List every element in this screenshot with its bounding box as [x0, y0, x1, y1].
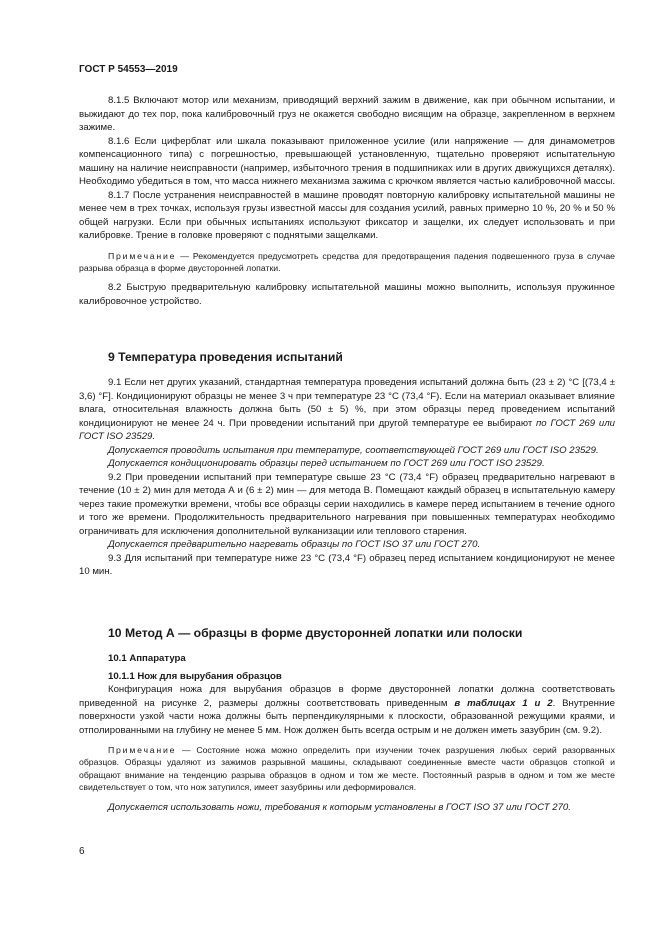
paragraph-10-1-1 [79, 683, 615, 737]
subsection-10-1-heading: 10.1 Аппаратура [108, 653, 186, 664]
note-10-1-1 [79, 744, 615, 794]
note-label: Примечание [108, 745, 177, 755]
paragraph-10-1-1-text-b: . Внутренние поверхности узкой части ножа должны быть перпендикулярными к плоскости, образованной режущими краями, и отполированными на глубину не менее 5 мм. Нож должен быть всегда острым и не должен иметь зазубрин (см. 9.2). [79, 697, 615, 736]
paragraph-8-1-6: 8.1.6 Если циферблат или шкала показывают приложенное усилие (или напряжение — для динамометров компенсационного типа) с погрешностью, превышающей установленную, тщательно проверяют испытательную машину на наличие неисправности (например, избыточного трения в подшипниках или в других движущихся деталях). Необходимо убедиться в том, что масса нижнего механизма зажима с крючком является частью калибровочной массы. [79, 135, 616, 187]
subsection-10-1-1-heading: 10.1.1 Нож для вырубания образцов [108, 671, 282, 682]
paragraph-9-1-text: 9.1 Если нет других указаний, стандартная температура проведения испытаний должна быть (23 ± 2) °С [(73,4 ± 3,6) °F]. Кондиционируют образцы не менее 3 ч при температуре 23 °С (73,4 °F). Если на материал оказывает влияние влага, относительная влажность должна быть (50 ± 5) %, при этом образцы перед проведением испытаний кондиционируют не менее 24 ч. При проведении испытаний при другой температуре ее выбирают [79, 377, 615, 429]
allowance-9-2: Допускается предварительно нагревать образцы по ГОСТ ISO 37 или ГОСТ 270. [108, 539, 481, 550]
table-reference: в таблицах 1 и 2 [454, 697, 553, 709]
paragraph-8-2: 8.2 Быструю предварительную калибровку испытательной машины можно выполнить, используя пружинное калибровочное устройство. [79, 282, 615, 307]
paragraph-9-1-reference: по ГОСТ 269 или ГОСТ ISO 23529. [79, 417, 615, 442]
paragraph-8-1-7: 8.1.7 После устранения неисправностей в машине проводят повторную калибровку испытательной машины не менее чем в трех точках, используя грузы известной массы для создания усилий, равных примерно 10 %, 20 % и 50 % общей нагрузки. Если при обычных испытаниях используют фиксатор и защелки, их следует использовать и при калибровке. Трение в головке проверяют с поднятыми защелками. [79, 189, 615, 241]
section-10 [79, 626, 615, 814]
section-8-continued [79, 94, 615, 308]
running-header: ГОСТ Р 54553—2019 [79, 64, 178, 75]
note-label: Примечание [108, 250, 177, 261]
section-10-heading: 10 Метод А — образцы в форме двусторонней лопатки или полоски [108, 626, 523, 640]
note-text: — Рекомендуется предусмотреть средства для предотвращения падения подвешенного груза в случае разрыва образца в форме двусторонней лопатки. [79, 250, 615, 273]
allowance-9-1-a: Допускается проводить испытания при температуре, соответствующей ГОСТ 269 или ГОСТ ISO 23529. [108, 444, 599, 456]
section-9 [79, 350, 615, 579]
paragraph-8-1-5: 8.1.5 Включают мотор или механизм, приводящий верхний зажим в движение, как при обычном испытании, и выжидают до тех пор, пока калибровочный груз не окажется свободно висящим на образце, закрепленном в верхнем зажиме. [79, 95, 615, 133]
page-number: 6 [79, 846, 85, 857]
note-8-1 [79, 250, 615, 275]
paragraph-10-1-1-text-a: Конфигурация ножа для вырубания образцов в форме двусторонней лопатки должна соответствовать приведенной на рисунке 2, размеры должны соответствовать приведенным [79, 684, 615, 709]
allowance-10-1-1: Допускается использовать ножи, требования к которым установлены в ГОСТ ISO 37 или ГОСТ 270. [108, 801, 571, 813]
paragraph-9-2: 9.2 При проведении испытаний при температуре свыше 23 °С (73,4 °F) образец предварительно нагревают в течение (10 ± 2) мин для метода А и (6 ± 2) мин — для метода В. Помещают каждый образец в испытательную камеру через такие промежутки времени, чтобы все образцы серии находились в камере перед испытанием в течение одного и того же времени. Продолжительность предварительного нагревания при повышенных температурах необходимо ограничивать для исключения дополнительной вулканизации или теплового старения. [79, 471, 615, 537]
allowance-9-1-b: Допускается кондиционировать образцы перед испытанием по ГОСТ 269 или ГОСТ ISO 23529. [108, 458, 545, 469]
note-text: — Состояние ножа можно определить при изучении точек разрушения любых серий разорванных образцов. Образцы удаляют из зажимов разрывной машины, складывают соединенные вместе части образцов стопкой и обращают внимание на тенденцию разрыва образцов в одном и том же месте. Постоянный разрыв в одном и том же месте свидетельствует о том, что нож затупился, имеет зазубрины или деформировался. [79, 745, 615, 793]
paragraph-9-3: 9.3 Для испытаний при температуре ниже 23 °С (73,4 °F) образец перед испытанием кондиционируют не менее 10 мин. [79, 552, 615, 577]
paragraph-9-1 [79, 376, 615, 444]
section-9-heading: 9 Температура проведения испытаний [108, 350, 343, 364]
